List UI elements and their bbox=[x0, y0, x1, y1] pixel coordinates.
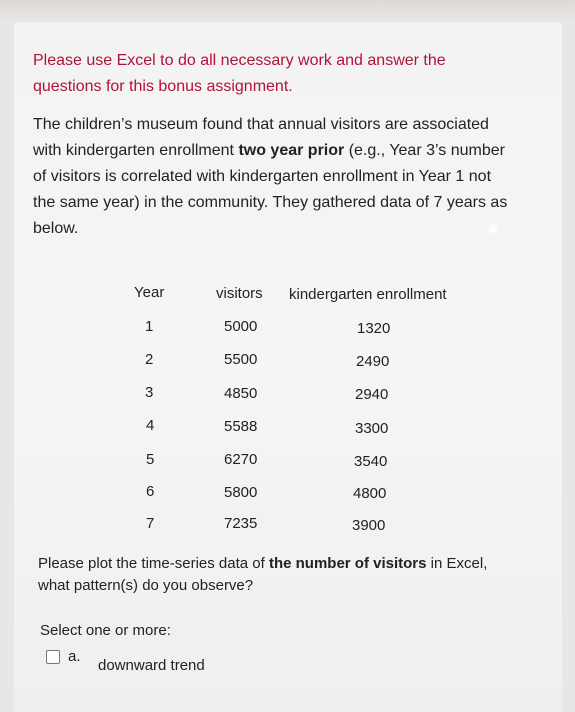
cell-enrollment: 3900 bbox=[352, 517, 386, 534]
instructions-text bbox=[33, 48, 533, 100]
cell-enrollment: 3540 bbox=[354, 453, 388, 470]
description-line: the same year) in the community. They gathered data of 7 years as bbox=[33, 194, 508, 211]
cell-visitors: 5800 bbox=[224, 484, 258, 501]
cell-visitors: 5500 bbox=[224, 351, 258, 368]
description-line: The children’s museum found that annual visitors are associated bbox=[33, 116, 489, 133]
option-a-checkbox[interactable] bbox=[46, 650, 60, 664]
emphasis-text: two year prior bbox=[238, 142, 345, 159]
description-line: below. bbox=[33, 220, 79, 237]
instructions-line: questions for this bonus assignment. bbox=[33, 78, 293, 95]
cell-visitors: 4850 bbox=[224, 385, 258, 402]
cell-year: 7 bbox=[146, 515, 155, 532]
photo-background bbox=[0, 0, 575, 22]
description-line: of visitors is correlated with kindergarten enrollment in Year 1 not bbox=[33, 168, 492, 185]
cell-enrollment: 2940 bbox=[355, 386, 389, 403]
cell-enrollment: 3300 bbox=[355, 420, 389, 437]
light-glare bbox=[481, 217, 505, 241]
select-instruction: Select one or more: bbox=[40, 622, 171, 639]
cell-enrollment: 1320 bbox=[357, 320, 391, 337]
emphasis-text: the number of visitors bbox=[268, 555, 427, 572]
header-enrollment: kindergarten enrollment bbox=[289, 286, 447, 303]
option-a-letter: a. bbox=[68, 648, 81, 665]
cell-year: 6 bbox=[146, 483, 155, 500]
header-visitors: visitors bbox=[216, 285, 263, 302]
cell-year: 3 bbox=[145, 384, 154, 401]
cell-year: 2 bbox=[145, 351, 154, 368]
cell-year: 1 bbox=[145, 318, 154, 335]
description-line: with kindergarten enrollment two year prior (e.g., Year 3’s number bbox=[33, 142, 505, 159]
cell-visitors: 5588 bbox=[224, 418, 258, 435]
cell-enrollment: 2490 bbox=[356, 353, 390, 370]
cell-enrollment: 4800 bbox=[353, 485, 387, 502]
header-year: Year bbox=[134, 284, 165, 301]
question-line: what pattern(s) do you observe? bbox=[38, 577, 254, 594]
question-prompt bbox=[38, 553, 538, 597]
question-line: Please plot the time-series data of the number of visitors in Excel, bbox=[38, 555, 488, 572]
cell-year: 4 bbox=[146, 417, 155, 434]
cell-visitors: 6270 bbox=[224, 451, 258, 468]
cell-visitors: 5000 bbox=[224, 318, 258, 335]
option-a-label[interactable]: downward trend bbox=[98, 657, 205, 674]
problem-description bbox=[33, 112, 538, 242]
cell-year: 5 bbox=[146, 451, 155, 468]
instructions-line: Please use Excel to do all necessary work and answer the bbox=[33, 52, 446, 69]
cell-visitors: 7235 bbox=[224, 515, 258, 532]
